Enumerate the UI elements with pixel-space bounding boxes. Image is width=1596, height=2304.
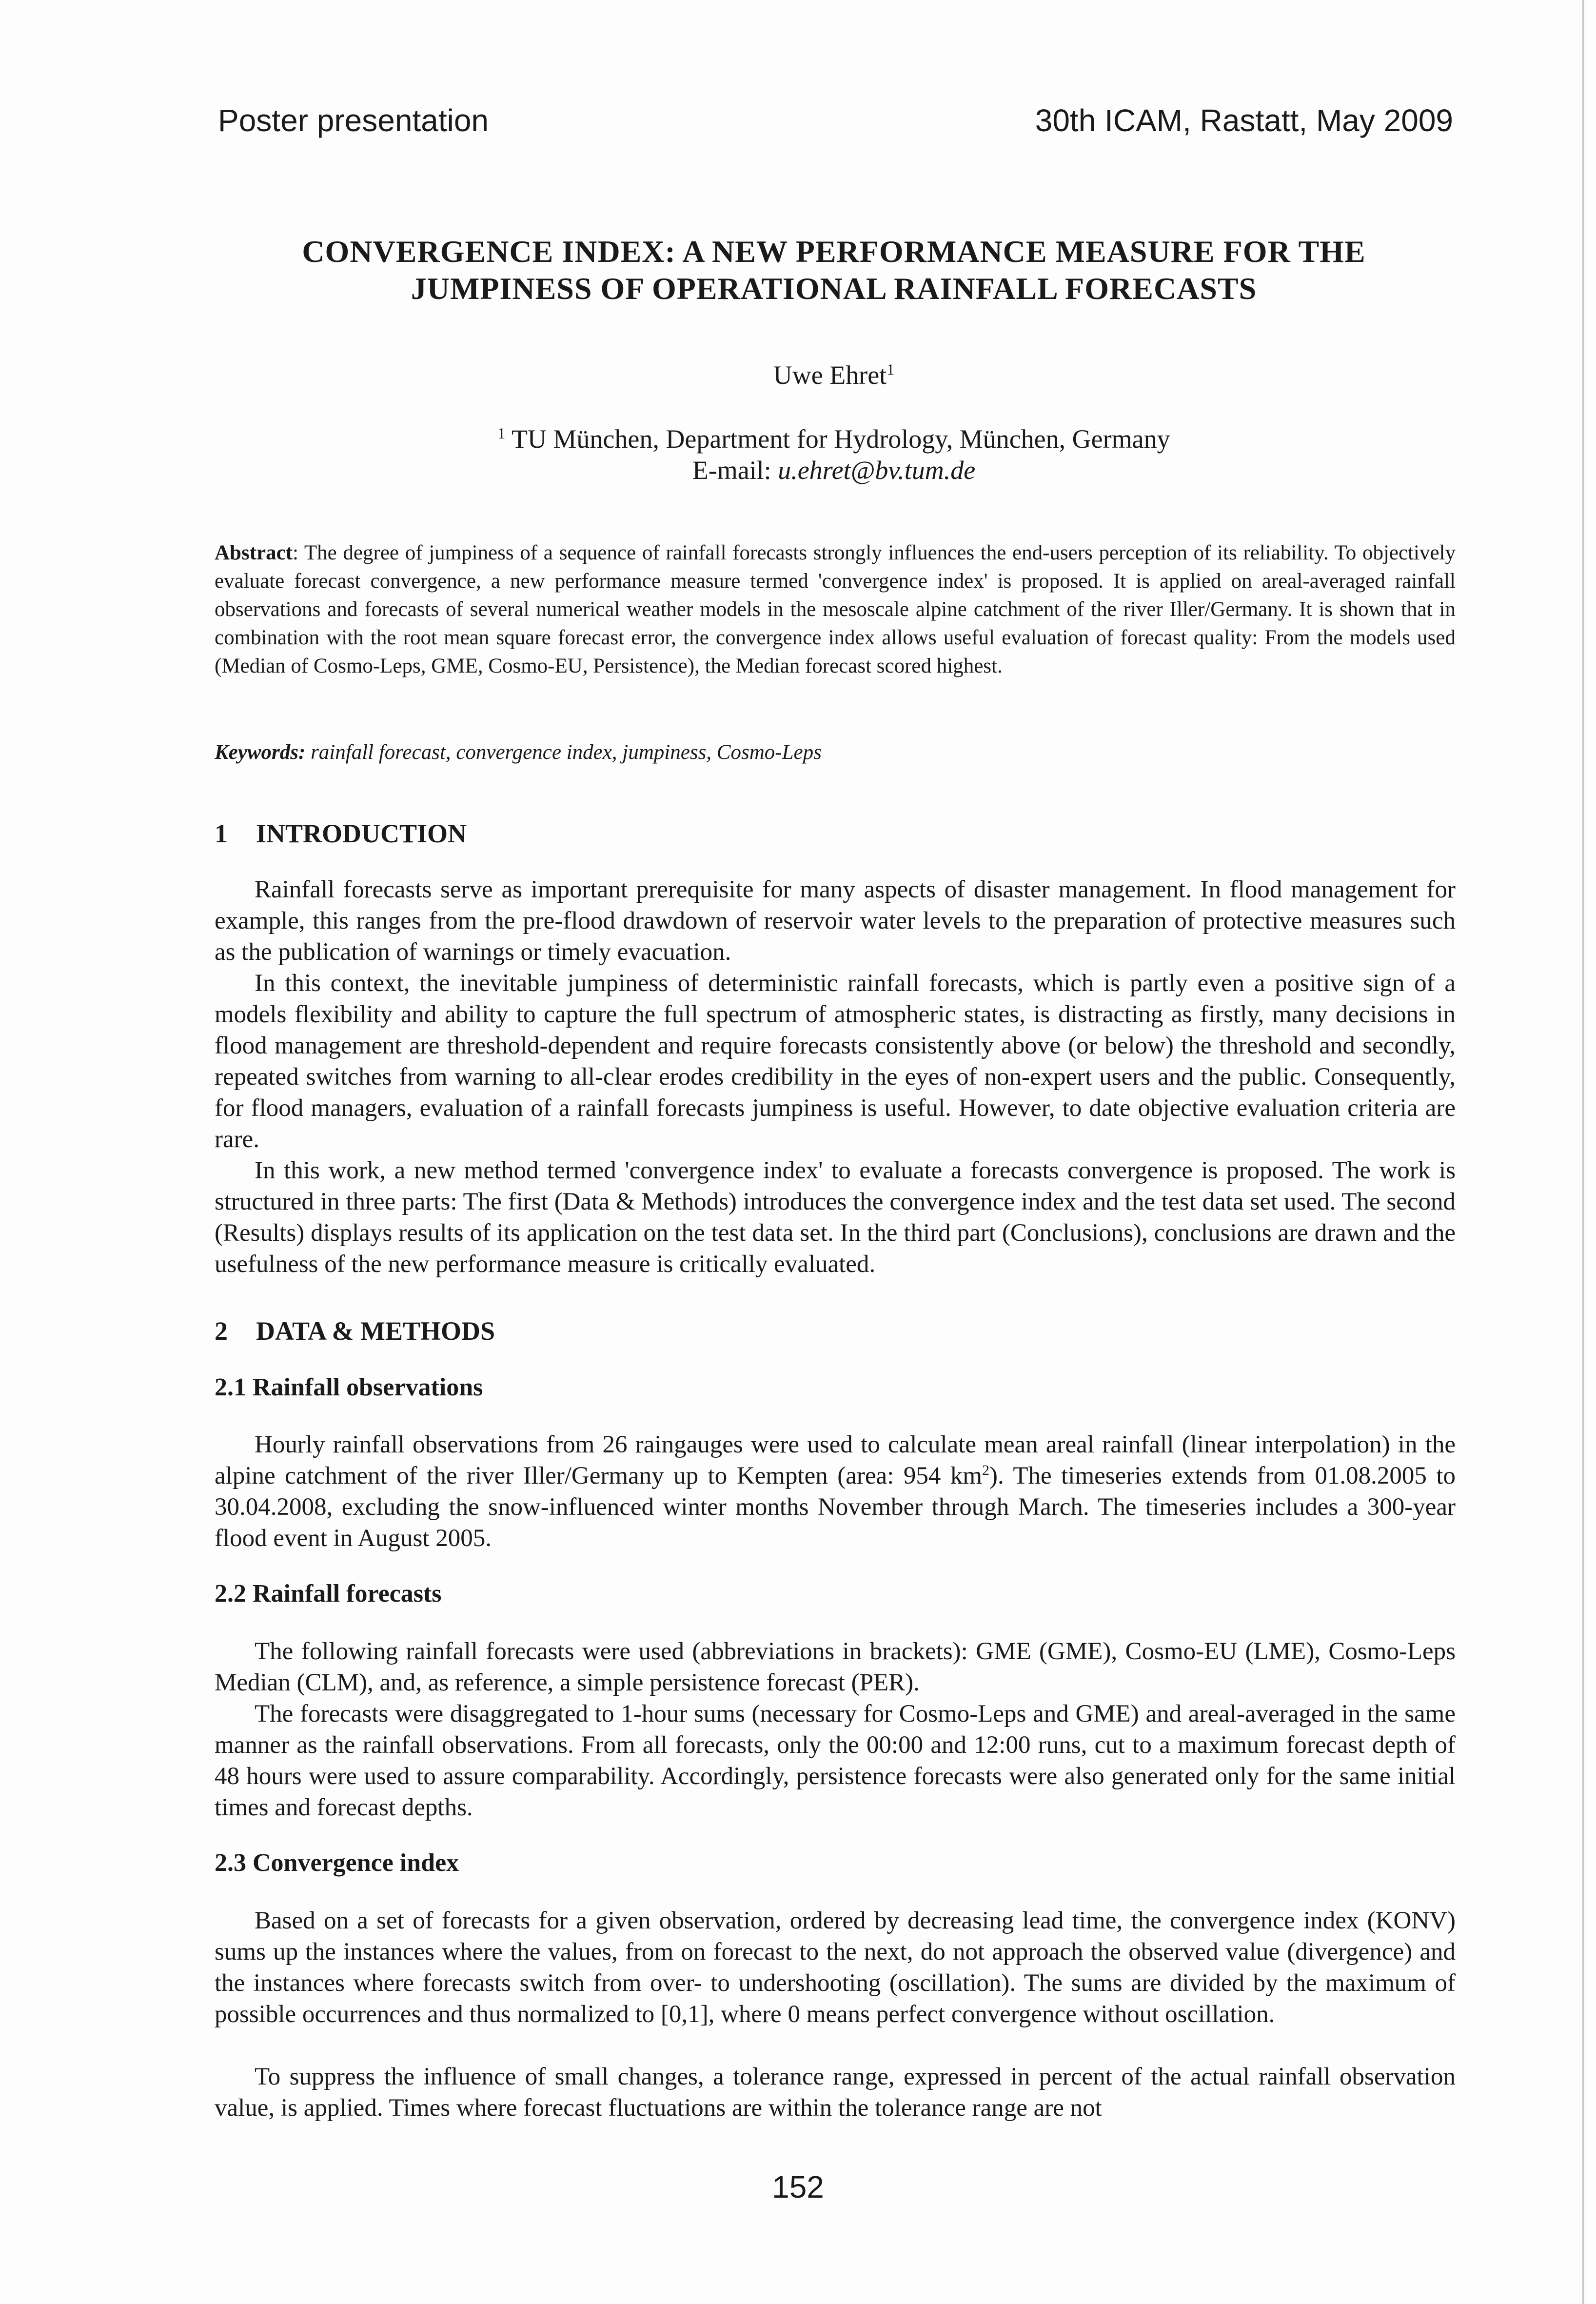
subsection-heading-forecasts: 2.2 Rainfall forecasts [215, 1580, 442, 1608]
subsection-heading-convergence-index: 2.3 Convergence index [215, 1849, 459, 1877]
forecasts-paragraph-2: The forecasts were disaggregated to 1-hour sums (necessary for Cosmo-Leps and GME) and areal-averaged in the same manner as the rainfall observations. From all forecasts, only the 00:00 and 12:00 runs, cut to a maximum forecast depth of 48 hours were used to assure comparability. Accordingly, persistence forecasts were also generated only for the same initial times and forecast depths. [215, 1700, 1456, 1821]
title-line-2: JUMPINESS OF OPERATIONAL RAINFALL FORECASTS [411, 271, 1257, 306]
keywords [215, 740, 1456, 764]
convergence-paragraph-1: Based on a set of forecasts for a given observation, ordered by decreasing lead time, the convergence index (KONV) sums up the instances where the values, from on forecast to the next, do not approach the observed value (divergence) and the instances where forecasts switch from over- to undershooting (oscillation). The sums are divided by the maximum of possible occurrences and thus normalized to [0,1], where 0 means perfect convergence without oscillation. [215, 1907, 1456, 2028]
section-title: DATA & METHODS [256, 1316, 495, 1346]
subsection-heading-observations: 2.1 Rainfall observations [215, 1373, 483, 1401]
author-affiliation-mark: 1 [887, 360, 895, 378]
running-header-right: 30th ICAM, Rastatt, May 2009 [1035, 103, 1453, 138]
intro-paragraph-1: Rainfall forecasts serve as important prerequisite for many aspects of disaster management. In flood management for example, this ranges from the pre-flood drawdown of reservoir water levels to the preparation of protective measures such as the publication of warnings or timely evacuation. [215, 876, 1456, 966]
section-number: 2 [215, 1316, 228, 1346]
page-number: 152 [772, 2169, 824, 2205]
scan-edge-divider [1582, 0, 1584, 2304]
running-header-left: Poster presentation [218, 103, 489, 138]
email-link[interactable]: u.ehret@bv.tum.de [778, 456, 976, 485]
abstract-text: : The degree of jumpiness of a sequence of rainfall forecasts strongly influences the end-users perception of its reliability. To objectively evaluate forecast convergence, a new performance measure termed 'convergence index' is proposed. It is applied on areal-averaged rainfall observations and forecasts of several numerical weather models in the mesoscale alpine catchment of the river Iller/Germany. It is shown that in combination with the root mean square forecast error, the convergence index allows useful evaluation of forecast quality: From the models used (Median of Cosmo-Leps, GME, Cosmo-EU, Persistence), the Median forecast scored highest. [215, 541, 1456, 677]
section-heading-introduction [215, 818, 467, 849]
observations-text-a: Hourly rainfall observations from 26 raingauges were used to calculate mean areal rainfall (linear interpolation) in the alpine catchment of the river Iller/Germany up to Kempten (area: 954 km [215, 1431, 1456, 1490]
keywords-label: Keywords: [215, 741, 306, 764]
affiliation-line [215, 423, 1453, 455]
section-title: INTRODUCTION [256, 819, 467, 848]
abstract-label: Abstract [215, 541, 293, 564]
affiliation-mark: 1 [497, 424, 506, 442]
superscript: 2 [982, 1462, 989, 1478]
intro-paragraph-2: In this context, the inevitable jumpiness of deterministic rainfall forecasts, which is partly even a positive sign of a models flexibility and ability to capture the full spectrum of atmospheric states, is distracting as firstly, many decisions in flood management are threshold-dependent and require forecasts consistently above (or below) the threshold and secondly, repeated switches from warning to all-clear erodes credibility in the eyes of non-expert users and the public. Consequently, for flood managers, evaluation of a rainfall forecasts jumpiness is useful. However, to date objective evaluation criteria are rare. [215, 970, 1456, 1153]
observations-paragraph [215, 1429, 1456, 1554]
title-line-1: CONVERGENCE INDEX: A NEW PERFORMANCE MEASURE FOR THE [302, 234, 1366, 269]
forecasts-paragraph-1: The following rainfall forecasts were used (abbreviations in brackets): GME (GME), Cosmo-EU (LME), Cosmo-Leps Median (CLM), and, as reference, a simple persistence forecast (PER). [215, 1638, 1456, 1696]
section-heading-data-methods [215, 1316, 495, 1346]
keywords-text: rainfall forecast, convergence index, jumpiness, Cosmo-Leps [311, 741, 822, 764]
author-line [215, 360, 1453, 390]
section-number: 1 [215, 819, 228, 848]
author-name: Uwe Ehret [773, 360, 887, 390]
affiliation-block [215, 423, 1453, 486]
email-line [215, 455, 1453, 486]
email-label: E-mail: [692, 456, 771, 485]
observations-text-b: ). The timeseries extends from 01.08.2005 to 30.04.2008, excluding the snow-influenced winter months November through March. The timeseries includes a 300-year flood event in August 2005. [215, 1462, 1456, 1552]
abstract [215, 539, 1456, 680]
paper-title [215, 233, 1453, 307]
affiliation-text: TU München, Department for Hydrology, München, Germany [511, 424, 1170, 454]
intro-paragraph-3: In this work, a new method termed 'convergence index' to evaluate a forecasts convergence is proposed. The work is structured in three parts: The first (Data & Methods) introduces the convergence index and the test data set used. The second (Results) displays results of its application on the test data set. In the third part (Conclusions), conclusions are drawn and the usefulness of the new performance measure is critically evaluated. [215, 1157, 1456, 1278]
convergence-paragraph-2: To suppress the influence of small changes, a tolerance range, expressed in percent of the actual rainfall observation value, is applied. Times where forecast fluctuations are within the tolerance range are not [215, 2063, 1456, 2122]
